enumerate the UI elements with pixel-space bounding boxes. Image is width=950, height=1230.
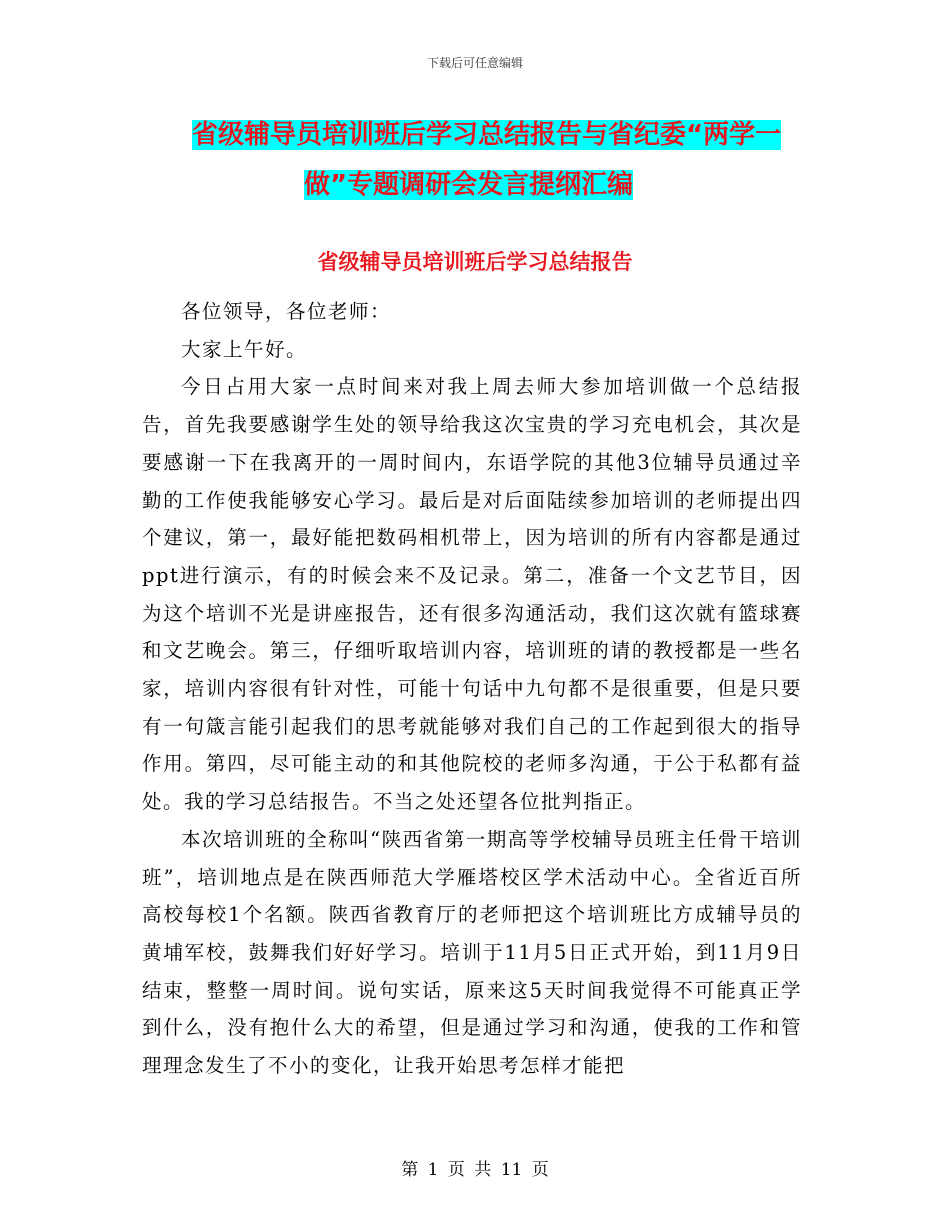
section-title: 省级辅导员培训班后学习总结报告 — [317, 250, 633, 274]
salutation: 各位领导，各位老师： — [181, 300, 392, 323]
page-header-note: 下载后可任意编辑 — [426, 56, 523, 70]
title-highlight-1: 省级辅导员培训班后学习总结报告与省纪委“两学一 — [192, 120, 782, 150]
paragraph: 今日占用大家一点时间来对我上周去师大参加培训做一个总结报告，首先我要感谢学生处的领导给我这次宝贵的学习充电机会，其次是要感谢一下在我离开的一周时间内，东语学院的其他3位辅导员通过辛勤的工作使我能够安心学习。最后是对后面陆续参加培训的老师提出四个建议，第一，最好能把数码相机带上，因为培训的所有内容都是通过ppt进行演示，有的时候会来不及记录。第二，准备一个文艺节目，因为这个培训不光是讲座报告，还有很多沟通活动，我们这次就有篮球赛和文艺晚会。第三，仔细听取培训内容，培训班的请的教授都是一些名家，培训内容很有针对性，可能十句话中九句都不是很重要，但是只要有一句箴言能引起我们的思考就能够对我们自己的工作起到很大的指导作用。第四，尽可能主动的和其他院校的老师多沟通，于公于私都有益处。我的学习总结报告。不当之处还望各位批判指正。 — [142, 375, 802, 814]
document-title-line-2 — [140, 160, 820, 210]
title-highlight-2: 做”专题调研会发言提纲汇编 — [304, 170, 634, 200]
body-text — [142, 293, 802, 1085]
page-number: 第 1 页 共 11 页 — [401, 1160, 549, 1180]
document-title-line-1 — [140, 110, 820, 160]
paragraph: 本次培训班的全称叫“陕西省第一期高等学校辅导员班主任骨干培训班”，培训地点是在陕西师范大学雁塔校区学术活动中心。全省近百所高校每校1个名额。陕西省教育厅的老师把这个培训班比方成辅导员的黄埔军校，鼓舞我们好好学习。培训于11月5日正式开始，到11月9日结束，整整一周时间。说句实话，原来这5天时间我觉得不可能真正学到什么，没有抱什么大的希望，但是通过学习和沟通，使我的工作和管理理念发生了不小的变化，让我开始思考怎样才能把 — [142, 827, 802, 1078]
greeting: 大家上午好。 — [181, 337, 308, 361]
document-title — [140, 110, 820, 210]
